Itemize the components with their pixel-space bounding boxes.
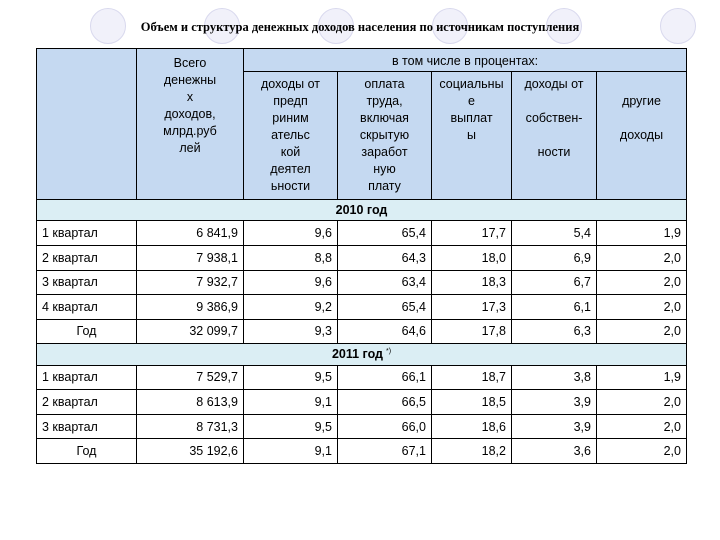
total-cell: 9 386,9: [137, 295, 244, 320]
header-col-line: доходы: [619, 128, 664, 142]
header-total-line: денежны: [163, 73, 217, 87]
percent-cell: 6,1: [512, 295, 597, 320]
percent-cell: 9,6: [244, 221, 338, 246]
percent-cell: 66,1: [338, 365, 432, 390]
percent-cell: 6,7: [512, 270, 597, 295]
year-label-cell: [37, 200, 687, 221]
header-col-line: заработ: [361, 145, 408, 159]
header-col-line: доходы от: [524, 77, 584, 91]
header-col-line: ную: [373, 162, 396, 176]
percent-cell: 3,9: [512, 414, 597, 439]
header-col-2: [338, 72, 432, 200]
header-col-line: [602, 76, 681, 93]
percent-cell: 5,4: [512, 221, 597, 246]
period-cell: Год: [37, 439, 137, 464]
total-cell: 6 841,9: [137, 221, 244, 246]
header-total-line: млрд.руб: [163, 124, 217, 138]
percent-cell: 64,6: [338, 319, 432, 344]
header-col-line: е: [468, 94, 475, 108]
header-col-line: скрытую: [359, 128, 410, 142]
percent-cell: 18,7: [432, 365, 512, 390]
period-cell: 1 квартал: [37, 365, 137, 390]
header-col-line: [602, 110, 681, 127]
percent-cell: 2,0: [597, 295, 687, 320]
total-cell: 7 932,7: [137, 270, 244, 295]
header-col-line: риним: [272, 111, 309, 125]
percent-cell: 67,1: [338, 439, 432, 464]
percent-cell: 6,3: [512, 319, 597, 344]
header-col-line: включая: [360, 111, 409, 125]
percent-cell: 18,5: [432, 390, 512, 415]
percent-cell: 9,3: [244, 319, 338, 344]
header-col-line: социальны: [439, 77, 504, 91]
income-table: [36, 48, 687, 464]
header-col-line: [517, 127, 591, 144]
percent-cell: 17,8: [432, 319, 512, 344]
header-col-line: собствен-: [525, 111, 583, 125]
table-row: [37, 365, 687, 390]
header-col-line: предп: [273, 94, 308, 108]
period-cell: 3 квартал: [37, 414, 137, 439]
percent-cell: 2,0: [597, 390, 687, 415]
header-col-line: ательс: [271, 128, 310, 142]
table-row: [37, 439, 687, 464]
header-col-line: деятел: [270, 162, 311, 176]
year-row: [37, 344, 687, 365]
percent-cell: 9,6: [244, 270, 338, 295]
period-cell: Год: [37, 319, 137, 344]
percent-cell: 9,1: [244, 390, 338, 415]
header-col-3: [432, 72, 512, 200]
percent-cell: 18,2: [432, 439, 512, 464]
header-col-line: плату: [368, 179, 401, 193]
header-col-line: ности: [537, 145, 571, 159]
header-corner: [37, 49, 137, 200]
percent-cell: 9,5: [244, 414, 338, 439]
total-cell: 32 099,7: [137, 319, 244, 344]
year-label-cell: [37, 344, 687, 365]
header-total-line: х: [186, 90, 194, 104]
header-col-line: [517, 93, 591, 110]
total-cell: 7 529,7: [137, 365, 244, 390]
table-row: [37, 295, 687, 320]
header-col-line: труда,: [366, 94, 403, 108]
year-note: *): [385, 348, 392, 356]
total-cell: 35 192,6: [137, 439, 244, 464]
percent-cell: 63,4: [338, 270, 432, 295]
table-row: [37, 221, 687, 246]
total-cell: 7 938,1: [137, 246, 244, 271]
header-col-line: другие: [622, 94, 661, 108]
percent-cell: 2,0: [597, 319, 687, 344]
total-cell: 8 731,3: [137, 414, 244, 439]
year-label: 2011 год: [331, 347, 383, 362]
percent-cell: 2,0: [597, 270, 687, 295]
header-col-5: [597, 72, 687, 200]
header-col-1: [244, 72, 338, 200]
percent-cell: 9,5: [244, 365, 338, 390]
percent-cell: 2,0: [597, 246, 687, 271]
percent-cell: 8,8: [244, 246, 338, 271]
percent-cell: 2,0: [597, 414, 687, 439]
year-row: [37, 200, 687, 221]
percent-cell: 66,5: [338, 390, 432, 415]
period-cell: 2 квартал: [37, 246, 137, 271]
total-cell: 8 613,9: [137, 390, 244, 415]
percent-cell: 3,8: [512, 365, 597, 390]
percent-cell: 3,6: [512, 439, 597, 464]
header-in-percent: в том числе в процентах:: [244, 49, 687, 72]
header-col-line: оплата: [364, 77, 405, 91]
header-total-line: доходов,: [164, 107, 216, 121]
percent-cell: 66,0: [338, 414, 432, 439]
header-total-line: Всего: [173, 56, 207, 70]
percent-cell: 9,2: [244, 295, 338, 320]
header-col-line: доходы от: [260, 77, 321, 91]
year-label: 2010 год: [335, 203, 388, 218]
header-total: [137, 49, 244, 200]
percent-cell: 1,9: [597, 365, 687, 390]
page-title: Объем и структура денежных доходов населения по источникам поступления: [140, 20, 580, 34]
table-row: [37, 270, 687, 295]
period-cell: 1 квартал: [37, 221, 137, 246]
percent-cell: 18,3: [432, 270, 512, 295]
percent-cell: 6,9: [512, 246, 597, 271]
percent-cell: 65,4: [338, 295, 432, 320]
percent-cell: 9,1: [244, 439, 338, 464]
header-col-line: ьности: [270, 179, 311, 193]
table-row: [37, 319, 687, 344]
table-row: [37, 414, 687, 439]
period-cell: 4 квартал: [37, 295, 137, 320]
header-col-4: [512, 72, 597, 200]
percent-cell: 2,0: [597, 439, 687, 464]
period-cell: 2 квартал: [37, 390, 137, 415]
header-col-line: выплат: [450, 111, 493, 125]
percent-cell: 3,9: [512, 390, 597, 415]
table-row: [37, 390, 687, 415]
period-cell: 3 квартал: [37, 270, 137, 295]
percent-cell: 64,3: [338, 246, 432, 271]
table-row: [37, 246, 687, 271]
header-col-line: кой: [280, 145, 301, 159]
percent-cell: 1,9: [597, 221, 687, 246]
header-total-line: лей: [179, 141, 201, 155]
percent-cell: 18,0: [432, 246, 512, 271]
percent-cell: 17,7: [432, 221, 512, 246]
percent-cell: 65,4: [338, 221, 432, 246]
percent-cell: 17,3: [432, 295, 512, 320]
header-col-line: ы: [467, 128, 476, 142]
percent-cell: 18,6: [432, 414, 512, 439]
